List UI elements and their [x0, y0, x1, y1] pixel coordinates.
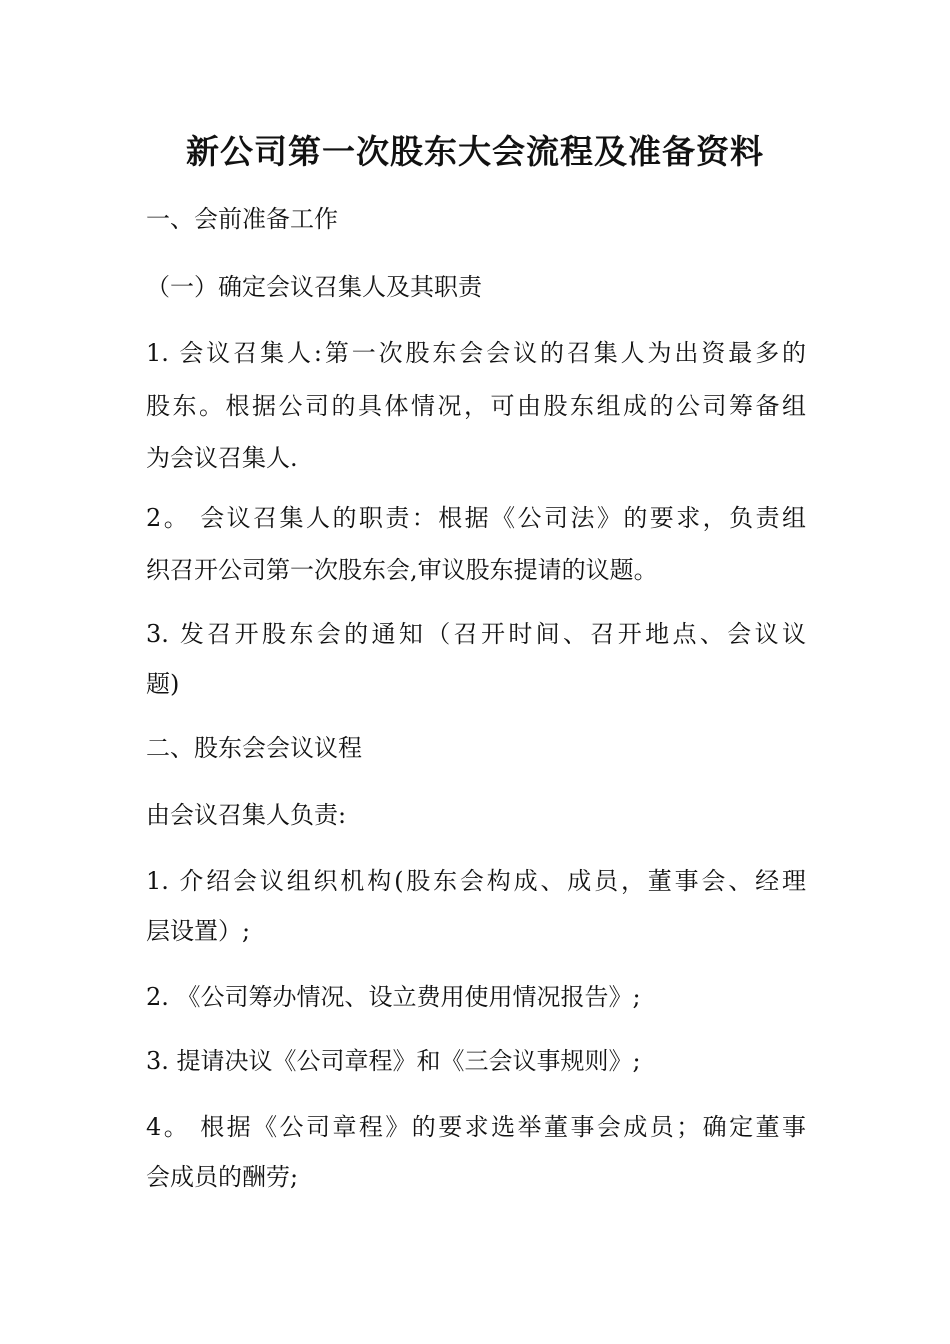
paragraph-line: 股东。根据公司的具体情况，可由股东组成的公司筹备组	[146, 392, 806, 420]
list-item: 2. 《公司筹办情况、设立费用使用情况报告》;	[146, 983, 641, 1011]
paragraph-line: 织召开公司第一次股东会,审议股东提请的议题。	[146, 556, 658, 584]
document-title: 新公司第一次股东大会流程及准备资料	[186, 132, 764, 171]
paragraph-line: 2。 会议召集人的职责：根据《公司法》的要求，负责组	[146, 504, 806, 532]
paragraph-line: 为会议召集人.	[146, 444, 298, 472]
list-item: 1. 介绍会议组织机构(股东会构成、成员，董事会、经理	[146, 867, 806, 895]
list-item: 会成员的酬劳;	[146, 1163, 299, 1191]
section-heading-2: 二、股东会会议议程	[146, 734, 362, 762]
list-item: 3. 提请决议《公司章程》和《三会议事规则》;	[146, 1047, 641, 1075]
paragraph-line: 题)	[146, 670, 180, 698]
section-heading-1: 一、会前准备工作	[146, 205, 338, 233]
paragraph-line: 由会议召集人负责:	[146, 801, 347, 829]
paragraph-line: 3. 发召开股东会的通知（召开时间、召开地点、会议议	[146, 620, 806, 648]
subsection-heading-1: （一）确定会议召集人及其职责	[146, 273, 482, 301]
list-item: 层设置）;	[146, 917, 251, 945]
paragraph-line: 1. 会议召集人:第一次股东会会议的召集人为出资最多的	[146, 339, 806, 367]
list-item: 4。 根据《公司章程》的要求选举董事会成员；确定董事	[146, 1113, 806, 1141]
